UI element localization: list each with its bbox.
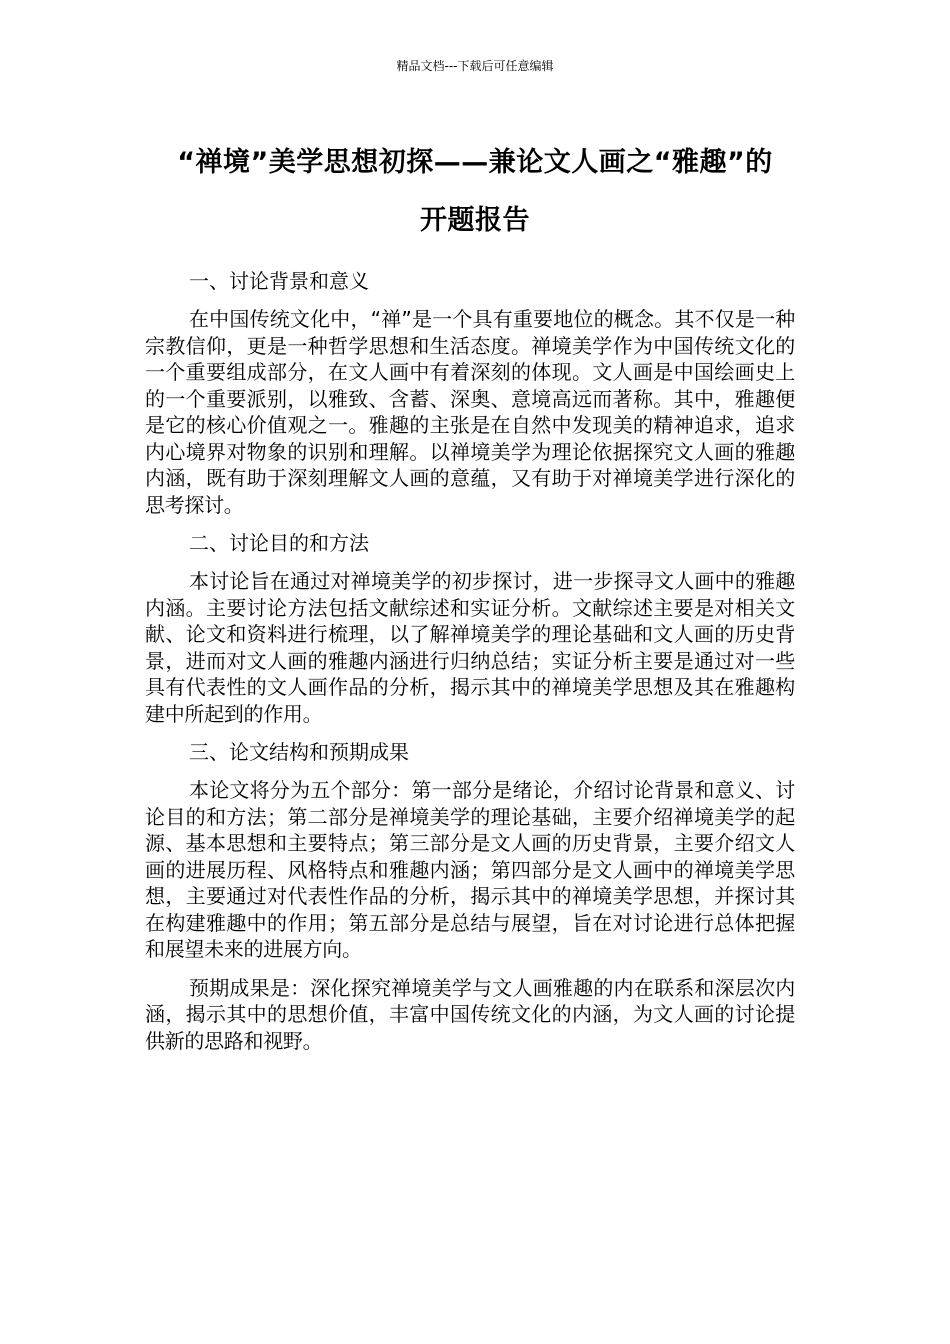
section-heading: 二、讨论目的和方法 [189, 531, 369, 555]
document-title-line-1: “禅境”美学思想初探——兼论文人画之“雅趣”的 [177, 147, 773, 178]
section-paragraph: 预期成果是：深化探究禅境美学与文人画雅趣的内在联系和深层次内涵，揭示其中的思想价值，丰富中国传统文化的内涵，为文人画的讨论提供新的思路和视野。 [145, 975, 795, 1053]
document-body [145, 268, 795, 1066]
section-background [145, 268, 795, 518]
page-header-note: 精品文档---下载后可任意编辑 [396, 59, 554, 73]
section-paragraph: 在中国传统文化中，“禅”是一个具有重要地位的概念。其不仅是一种宗教信仰，更是一种哲学思想和生活态度。禅境美学作为中国传统文化的一个重要组成部分，在文人画中有着深刻的体现。文人画是中国绘画史上的一个重要派别，以雅致、含蓄、深奥、意境高远而著称。其中，雅趣便是它的核心价值观之一。雅趣的主张是在自然中发现美的精神追求，追求内心境界对物象的识别和理解。以禅境美学为理论依据探究文人画的雅趣内涵，既有助于深刻理解文人画的意蕴，又有助于对禅境美学进行深化的思考探讨。 [145, 307, 795, 517]
document-title-line-2: 开题报告 [420, 205, 530, 236]
section-paragraph: 本讨论旨在通过对禅境美学的初步探讨，进一步探寻文人画中的雅趣内涵。主要讨论方法包括文献综述和实证分析。文献综述主要是对相关文献、论文和资料进行梳理，以了解禅境美学的理论基础和文人画的历史背景，进而对文人画的雅趣内涵进行归纳总结；实证分析主要是通过对一些具有代表性的文人画作品的分析，揭示其中的禅境美学思想及其在雅趣构建中所起到的作用。 [145, 569, 795, 726]
section-heading: 一、讨论背景和意义 [189, 269, 369, 293]
document-title [145, 134, 805, 250]
section-paragraph: 本论文将分为五个部分：第一部分是绪论，介绍讨论背景和意义、讨论目的和方法；第二部分是禅境美学的理论基础，主要介绍禅境美学的起源、基本思想和主要特点；第三部分是文人画的历史背景，主要介绍文人画的进展历程、风格特点和雅趣内涵；第四部分是文人画中的禅境美学思想，主要通过对代表性作品的分析，揭示其中的禅境美学思想，并探讨其在构建雅趣中的作用；第五部分是总结与展望，旨在对讨论进行总体把握和展望未来的进展方向。 [145, 778, 795, 961]
section-structure-outcomes [145, 739, 795, 1054]
section-purpose-methods [145, 530, 795, 727]
section-heading: 三、论文结构和预期成果 [189, 740, 409, 764]
